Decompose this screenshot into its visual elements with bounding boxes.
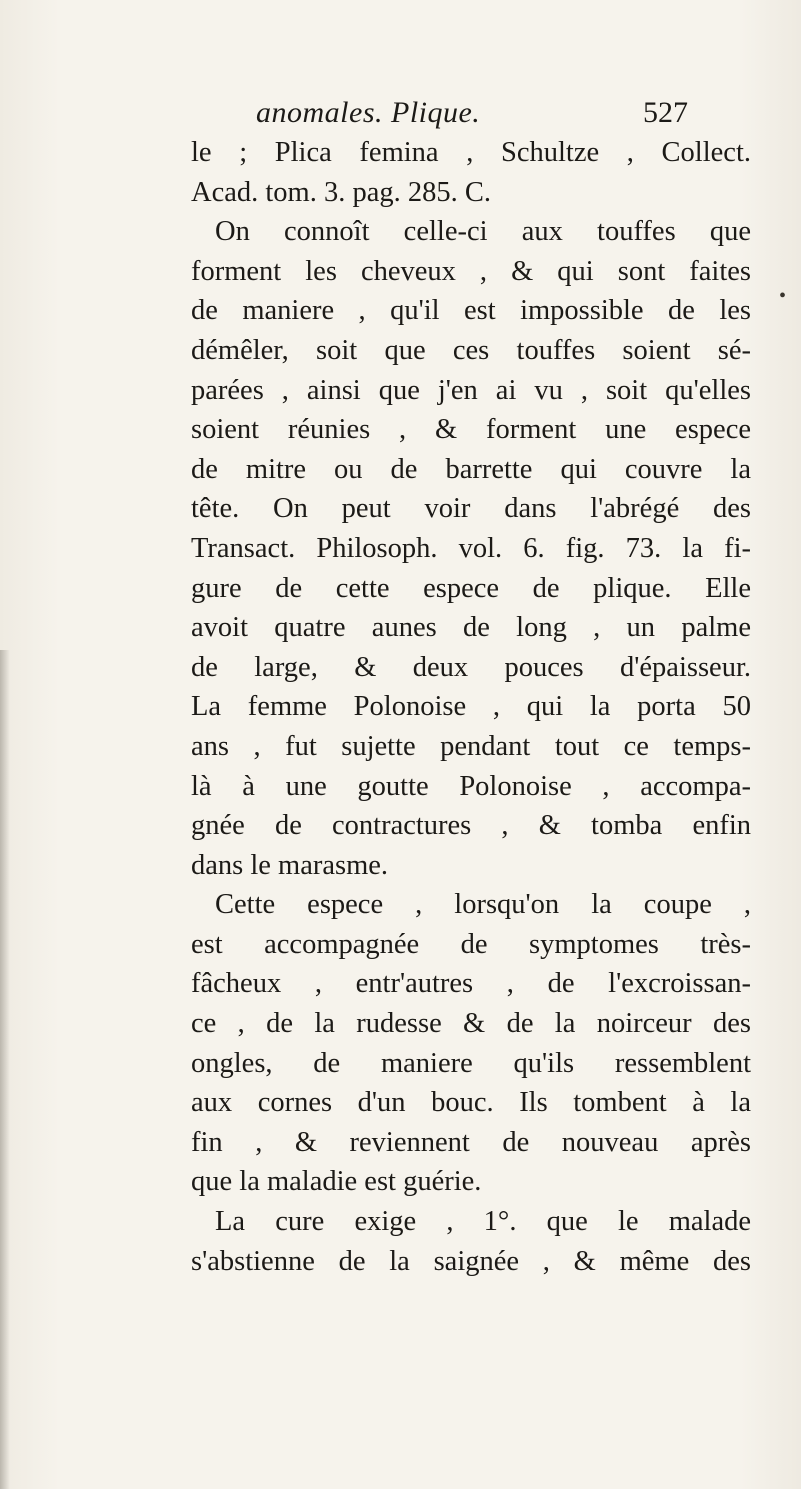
text-line: est accompagnée de symptomes très- [191, 928, 751, 960]
text-line: là à une goutte Polonoise , accompa- [191, 770, 751, 802]
text-line: La cure exige , 1°. que le malade [215, 1206, 751, 1238]
text-line: de maniere , qu'il est impossible de les [191, 295, 751, 327]
margin-ink-mark: • [779, 285, 787, 307]
text-line: parées , ainsi que j'en ai vu , soit qu'elles [191, 374, 751, 406]
text-line: La femme Polonoise , qui la porta 50 [191, 691, 751, 723]
page-gutter-shadow [0, 650, 10, 1489]
body-text [191, 133, 751, 1281]
text-line: ongles, de maniere qu'ils ressemblent [191, 1047, 751, 1079]
text-line: avoit quatre aunes de long , un palme [191, 612, 751, 644]
text-line: démêler, soit que ces touffes soient sé- [191, 334, 751, 366]
text-line: de mitre ou de barrette qui couvre la [191, 453, 751, 485]
text-line: que la maladie est guérie. [191, 1166, 482, 1198]
text-line: fâcheux , entr'autres , de l'excroissan- [191, 968, 751, 1000]
text-line: Cette espece , lorsqu'on la coupe , [215, 889, 751, 921]
running-title: anomales. Plique. [256, 96, 481, 129]
text-line: ce , de la rudesse & de la noirceur des [191, 1008, 751, 1040]
text-line: Acad. tom. 3. pag. 285. C. [191, 176, 492, 208]
text-line: ans , fut sujette pendant tout ce temps- [191, 730, 751, 762]
text-line: dans le marasme. [191, 849, 389, 881]
text-line: de large, & deux pouces d'épaisseur. [191, 651, 751, 683]
page-number: 527 [643, 96, 688, 129]
text-line: forment les cheveux , & qui sont faites [191, 255, 751, 287]
text-line: gnée de contractures , & tomba enfin [191, 810, 751, 842]
text-line: s'abstienne de la saignée , & même des [191, 1245, 751, 1277]
text-line: tête. On peut voir dans l'abrégé des [191, 493, 751, 525]
text-line: On connoît celle-ci aux touffes que [215, 216, 751, 248]
text-line: gure de cette espece de plique. Elle [191, 572, 751, 604]
text-line: Transact. Philosoph. vol. 6. fig. 73. la fi- [191, 532, 751, 564]
text-line: fin , & reviennent de nouveau après [191, 1126, 751, 1158]
text-line: le ; Plica femina , Schultze , Collect. [191, 137, 751, 168]
text-line: aux cornes d'un bouc. Ils tombent à la [191, 1087, 751, 1119]
text-line: soient réunies , & forment une espece [191, 414, 751, 446]
